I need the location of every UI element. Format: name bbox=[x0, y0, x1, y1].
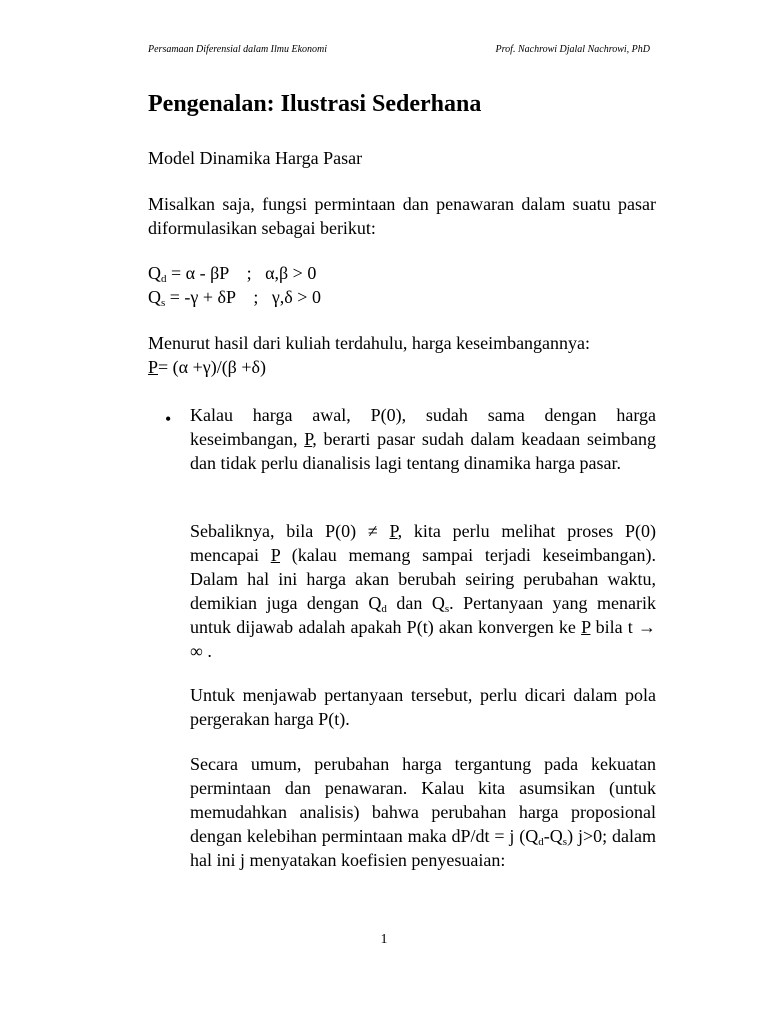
equilibrium-text: Menurut hasil dari kuliah terdahulu, harga keseimbangannya: bbox=[148, 333, 591, 353]
equilibrium-price-symbol: P bbox=[304, 429, 313, 449]
equilibrium-price-symbol: P bbox=[581, 617, 591, 637]
supply-equation: $Q_s = -\gamma + \delta P$ ; γ,δ > 0 bbox=[148, 287, 321, 309]
paragraph-secara-umum: Secara umum, perubahan harga tergantung pada kekuatan permintaan dan penawaran. Kalau kita asumsikan (untuk memudahkan analisis) bahwa perubahan harga proposional dengan kelebihan permintaan maka dP/dt = j $(Q_d-Q_s)$ j>0; dalam hal ini j menyatakan koefisien penyesuaian: bbox=[190, 754, 656, 870]
subscript: s bbox=[444, 603, 450, 615]
subscript: d bbox=[381, 603, 387, 615]
equilibrium-price-symbol: P bbox=[389, 521, 398, 541]
subscript: d bbox=[161, 273, 167, 285]
equilibrium-price-symbol: P bbox=[148, 357, 159, 377]
bullet-marker: • bbox=[165, 409, 172, 429]
section-title: Pengenalan: Ilustrasi Sederhana bbox=[148, 91, 482, 117]
running-header-right: Prof. Nachrowi Djalal Nachrowi, PhD bbox=[495, 44, 650, 55]
page-number: 1 bbox=[380, 932, 388, 947]
equilibrium-formula: P= (α +γ)/(β +δ) bbox=[148, 357, 266, 377]
equilibrium-price-symbol: P bbox=[270, 545, 281, 565]
bullet-paragraph: Kalau harga awal, P(0), sudah sama dengan harga keseimbangan, P, berarti pasar sudah dalam keadaan seimbang dan tidak perlu dianalisis lagi tentang dinamika harga pasar. bbox=[190, 405, 656, 473]
subscript: s bbox=[562, 836, 568, 848]
subscript: d bbox=[538, 836, 544, 848]
subsection-heading: Model Dinamika Harga Pasar bbox=[148, 148, 363, 168]
paragraph-sebaliknya: Sebaliknya, bila P(0) ≠ P, kita perlu melihat proses P(0) mencapai P (kalau memang sampai terjadi keseimbangan). Dalam hal ini harga akan berubah seiring perubahan waktu, demikian juga dengan $Q_d$ dan $Q_s$. Pertanyaan yang menarik untuk dijawab adalah apakah P(t) akan konvergen ke P bila t → ∞ . bbox=[190, 521, 656, 661]
running-header-left: Persamaan Diferensial dalam Ilmu Ekonomi bbox=[148, 44, 328, 55]
intro-paragraph: Misalkan saja, fungsi permintaan dan penawaran dalam suatu pasar diformulasikan sebagai berikut: bbox=[148, 194, 656, 238]
subscript: s bbox=[161, 297, 166, 309]
paragraph-untuk-menjawab: Untuk menjawab pertanyaan tersebut, perlu dicari dalam pola pergerakan harga P(t). bbox=[190, 685, 656, 729]
demand-equation: $Q_d = \alpha - \beta P$ ; α,β > 0 bbox=[148, 263, 317, 285]
